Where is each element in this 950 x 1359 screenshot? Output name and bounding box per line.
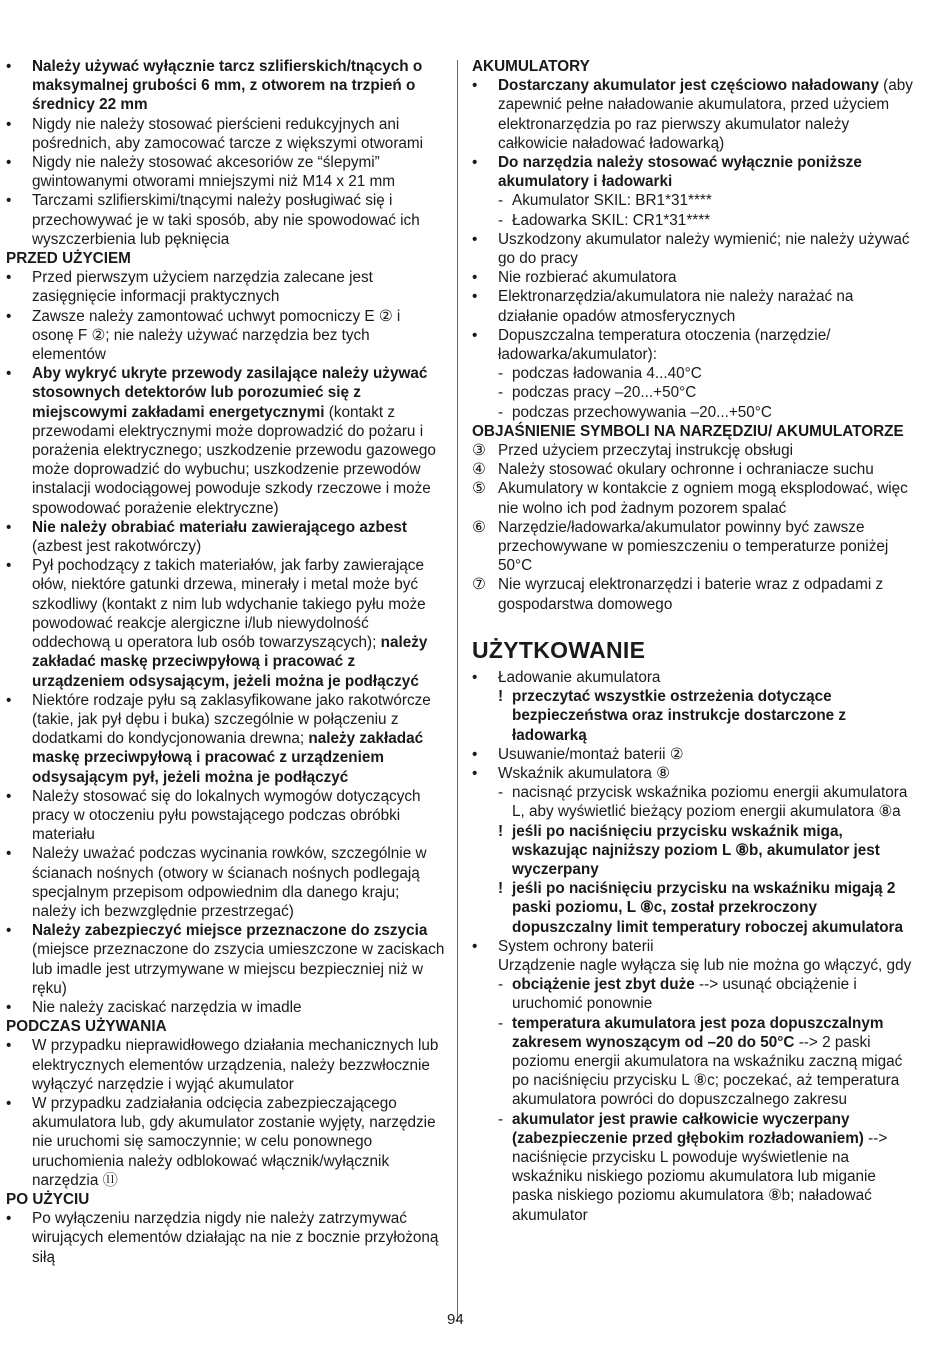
symbol-item xyxy=(472,441,914,460)
bullet-mark: • xyxy=(6,922,12,940)
warning-mark: ! xyxy=(498,880,504,898)
body-text: Uszkodzony akumulator należy wymienić; nie należy używać go do pracy xyxy=(498,230,910,268)
bullet-item xyxy=(6,153,446,191)
bullet-mark: - xyxy=(498,211,504,229)
body-text: podczas przechowywania –20...+50°C xyxy=(512,403,772,421)
body-text: --> naciśnięcie przycisku L powoduje wyświetlenie na wskaźniku niskiego poziomu akumulatora lub miganie paska niskiego poziomu akumulatora ⑧b; naładować akumulator xyxy=(512,1129,888,1224)
section-heading: AKUMULATORY xyxy=(472,58,590,75)
body-text: Nigdy nie należy stosować akcesoriów ze “ślepymi” gwintowanymi otworami mniejszymi niż M14 x 21 mm xyxy=(32,154,395,191)
body-text: nacisnąć przycisk wskaźnika poziomu energii akumulatora L, aby wyświetlić bieżący poziom energii akumulatora ⑧a xyxy=(512,784,908,821)
bullet-mark: • xyxy=(6,557,12,575)
bold-text: obciążenie jest zbyt duże xyxy=(512,976,695,994)
symbol-number: ⑦ xyxy=(472,576,486,594)
bullet-mark: • xyxy=(472,288,478,306)
body-text: Akumulatory w kontakcie z ogniem mogą eksplodować, więc nie wolno ich pod żadnym pozorem spalać xyxy=(498,480,908,517)
sub-item xyxy=(472,191,914,210)
bullet-mark: • xyxy=(6,154,12,172)
bullet-mark: • xyxy=(6,307,12,325)
bullet-mark: • xyxy=(6,845,12,863)
bullet-mark: • xyxy=(6,518,12,536)
body-text: W przypadku zadziałania odcięcia zabezpieczającego akumulatora lub, gdy akumulator zostanie wyjęty, narzędzie nie uruchomi się samoczynnie; w celu ponownego uruchomienia należy odblokować włącznik/wyłącznik narzędzia ⑪ xyxy=(32,1094,436,1189)
bullet-mark: • xyxy=(472,326,478,344)
body-text: Należy stosować okulary ochronne i ochraniacze suchu xyxy=(498,461,874,479)
body-text: Nie rozbierać akumulatora xyxy=(498,269,677,287)
bullet-item xyxy=(6,1094,446,1190)
symbol-number: ⑥ xyxy=(472,518,486,536)
bullet-mark: • xyxy=(6,269,12,287)
bullet-item xyxy=(472,76,914,153)
body-text: System ochrony baterii xyxy=(498,937,654,955)
body-text: Pył pochodzący z takich materiałów, jak farby zawierające ołów, niektóre gatunki drzewa, minerały i metal może być szkodliwy (kontakt z nim lub wdychanie takiego pyłu może powodować reakcje alergiczne i/lub niewydolność oddechową u operatora lub osób towarzyszących); xyxy=(32,557,426,652)
sub-item xyxy=(472,783,914,821)
bullet-item xyxy=(472,668,914,687)
bullet-mark: - xyxy=(498,976,504,994)
bullet-item xyxy=(472,764,914,783)
bullet-mark: • xyxy=(472,230,478,248)
chapter-title: UŻYTKOWANIE xyxy=(472,636,646,663)
bullet-item xyxy=(472,937,914,956)
bold-text: należy zakładać maskę przeciwpyłową i pracować z urządzeniem odsysającym, jeżeli można je podłączyć xyxy=(32,634,428,690)
body-text: (miejsce przeznaczone do zszycia umieszczone w zaciskach lub imadle jest utrzymywane w miejscu bezpieczniej niż w ręku) xyxy=(32,941,445,997)
warning-item xyxy=(472,687,914,745)
bullet-item xyxy=(6,307,446,365)
body-text: Nie wyrzucaj elektronarzędzi i baterie wraz z odpadami z gospodarstwa domowego xyxy=(498,576,884,613)
section-heading: PO UŻYCIU xyxy=(6,1190,90,1208)
bold-text: akumulator jest prawie całkowicie wyczerpany (zabezpieczenie przed głębokim rozładowaniem) xyxy=(512,1110,864,1147)
body-text: --> 2 paski poziomu energii akumulatora na wskaźniku zaczną migać po naciśnięciu przycisku L ⑧c; poczekać, aż temperatura akumulatora powróci do dopuszczalnego zakresu xyxy=(512,1033,903,1109)
body-text: Urządzenie nagle wyłącza się lub nie można go włączyć, gdy xyxy=(498,956,912,974)
bold-text: jeśli po naciśnięciu przycisku wskaźnik miga, wskazując najniższy poziom L ⑧b, akumulator jest wyczerpany xyxy=(512,822,880,878)
bold-text: przeczytać wszystkie ostrzeżenia dotyczące bezpieczeństwa oraz instrukcje dostarczone z ładowarką xyxy=(512,688,847,744)
bullet-mark: - xyxy=(498,365,504,383)
bullet-mark: • xyxy=(6,115,12,133)
bullet-mark: • xyxy=(472,764,478,782)
paragraph xyxy=(472,956,914,975)
bullet-item xyxy=(6,57,446,115)
bullet-mark: • xyxy=(6,1094,12,1112)
body-text: Ładowanie akumulatora xyxy=(498,668,661,686)
bullet-item xyxy=(6,844,446,921)
body-text: Dopuszczalna temperatura otoczenia (narzędzie/ładowarka/akumulator): xyxy=(498,326,831,364)
body-text: podczas ładowania 4...40°C xyxy=(512,365,702,383)
bullet-item xyxy=(6,787,446,845)
body-text: Nie należy zaciskać narzędzia w imadle xyxy=(32,998,302,1016)
bullet-item xyxy=(472,153,914,191)
bullet-mark: • xyxy=(6,998,12,1016)
bullet-item xyxy=(6,364,446,518)
bullet-item xyxy=(472,230,914,268)
bullet-item xyxy=(6,191,446,249)
bullet-mark: • xyxy=(6,1210,12,1228)
bullet-item xyxy=(6,268,446,306)
bullet-mark: • xyxy=(6,192,12,210)
sub-item xyxy=(472,211,914,230)
body-text: (kontakt z przewodami elektrycznymi może doprowadzić do pożaru i porażenia elektrycznego; uszkodzenie przewodu gazowego może doprowadzić do wybuchu; uszkodzenie przewodów instalacji wodociągowej powoduje szkody rzeczowe i może spowodować porażenie elektryczne) xyxy=(32,403,436,517)
body-text: --> usunąć obciążenie i uruchomić ponownie xyxy=(512,976,857,1013)
body-text: Elektronarzędzia/akumulatora nie należy narażać na działanie opadów atmosferycznych xyxy=(498,288,854,325)
bullet-mark: • xyxy=(472,937,478,955)
bold-text: Do narzędzia należy stosować wyłącznie poniższe akumulatory i ładowarki xyxy=(498,154,862,191)
body-text: Ładowarka SKIL: CR1*31**** xyxy=(512,211,711,229)
bullet-mark: - xyxy=(498,1110,504,1128)
bold-text: Należy zabezpieczyć miejsce przeznaczone do zszycia xyxy=(32,922,428,940)
sub-item xyxy=(472,975,914,1013)
bullet-item xyxy=(6,556,446,690)
body-text: (azbest jest rakotwórczy) xyxy=(32,538,202,556)
bullet-item xyxy=(6,518,446,556)
body-text: Tarczami szlifierskimi/tnącymi należy posługiwać się i przechowywać je w taki sposób, aby nie spowodować ich wyszczerbienia lub pęknięcia xyxy=(32,192,420,248)
body-text: Nigdy nie należy stosować pierścieni redukcyjnych ani pośrednich, aby zamocować tarcze z większymi otworami xyxy=(32,115,424,152)
sub-item xyxy=(472,383,914,402)
bold-text: temperatura akumulatora jest poza dopuszczalnym zakresem wynoszącym od –20 do 50°C xyxy=(512,1014,884,1051)
bold-text: Nie należy obrabiać materiału zawierającego azbest xyxy=(32,518,407,536)
warning-item xyxy=(472,879,914,937)
bullet-item xyxy=(6,115,446,153)
body-text: podczas pracy –20...+50°C xyxy=(512,384,697,402)
sub-item xyxy=(472,403,914,422)
body-text: Przed użyciem przeczytaj instrukcję obsługi xyxy=(498,442,794,460)
bullet-item xyxy=(6,1036,446,1094)
bold-text: Dostarczany akumulator jest częściowo naładowany xyxy=(498,77,879,95)
body-text: (aby zapewnić pełne naładowanie akumulatora, przed użyciem elektronarzędzia po raz pierwszy akumulator należy całkowicie naładować ładowarką) xyxy=(498,77,913,152)
body-text: Akumulator SKIL: BR1*31**** xyxy=(512,192,712,210)
bullet-item xyxy=(472,268,914,287)
bullet-mark: • xyxy=(6,1037,12,1055)
section-heading: PODCZAS UŻYWANIA xyxy=(6,1018,167,1036)
sub-item xyxy=(472,364,914,383)
bullet-mark: - xyxy=(498,1014,504,1032)
bullet-mark: • xyxy=(472,745,478,763)
bullet-mark: • xyxy=(472,269,478,287)
bold-text: Aby wykryć ukryte przewody zasilające należy używać stosownych detektorów lub porozumieć się z miejscowymi zakładami energetycznymi xyxy=(32,365,428,421)
symbol-number: ③ xyxy=(472,442,486,460)
symbol-item xyxy=(472,518,914,576)
bullet-mark: • xyxy=(6,58,12,75)
bullet-item xyxy=(6,998,446,1017)
bullet-mark: - xyxy=(498,192,504,210)
body-text: Niektóre rodzaje pyłu są zaklasyfikowane jako rakotwórcze (takie, jak pył dębu i buka) szczególnie w połączeniu z dodatkami do kondycjonowania drewna; xyxy=(32,691,431,748)
bullet-mark: • xyxy=(472,154,478,172)
symbol-number: ④ xyxy=(472,461,486,479)
bullet-item xyxy=(6,691,446,787)
bullet-mark: • xyxy=(6,787,12,805)
column-divider xyxy=(457,60,458,1322)
body-text: Usuwanie/montaż baterii ② xyxy=(498,745,684,763)
bullet-item xyxy=(6,1209,446,1267)
right-column xyxy=(472,57,914,1225)
body-text: Należy stosować się do lokalnych wymogów dotyczących pracy w otoczeniu pyłu powstającego podczas obróbki materiału xyxy=(32,787,421,844)
symbol-item xyxy=(472,460,914,479)
bullet-mark: • xyxy=(472,668,478,686)
bullet-mark: - xyxy=(498,384,504,402)
body-text: Należy uważać podczas wycinania rowków, szczególnie w ścianach nośnych (otwory w ścianach nośnych podlegają specjalnym przepisom odpowiednim dla danego kraju; należy ich bezwzględnie przestrzegać) xyxy=(32,845,427,920)
body-text: Przed pierwszym użyciem narzędzia zalecane jest zasięgnięcie informacji praktycznych xyxy=(32,269,373,306)
bullet-item xyxy=(6,921,446,998)
body-text: Narzędzie/ładowarka/akumulator powinny być zawsze przechowywane w pomieszczeniu o temperaturze poniżej 50°C xyxy=(498,518,889,575)
warning-mark: ! xyxy=(498,688,504,706)
warning-item xyxy=(472,822,914,880)
bullet-mark: • xyxy=(472,77,478,95)
page-number: 94 xyxy=(447,1311,464,1328)
body-text: Zawsze należy zamontować uchwyt pomocniczy E ② i osonę F ②; nie należy używać narzędzia bez tych elementów xyxy=(32,307,401,364)
bullet-mark: • xyxy=(6,365,12,383)
left-column xyxy=(6,57,446,1267)
bold-text: należy zakładać maskę przeciwpyłową i pracować z urządzeniem odsysającym pył, jeżeli można je podłączyć xyxy=(32,730,424,786)
symbol-item xyxy=(472,575,914,613)
body-text: W przypadku nieprawidłowego działania mechanicznych lub elektrycznych elementów urządzenia, należy bezzwłocznie wyłączyć narzędzie i wyjąć akumulator xyxy=(32,1037,439,1093)
bullet-mark: • xyxy=(6,691,12,709)
body-text: Po wyłączeniu narzędzia nigdy nie należy zatrzymywać wirujących elementów działając na nie z bocznie przyłożoną siłą xyxy=(32,1210,439,1266)
section-heading: PRZED UŻYCIEM xyxy=(6,250,131,268)
bullet-item xyxy=(472,326,914,364)
bullet-mark: - xyxy=(498,784,504,802)
sub-item xyxy=(472,1014,914,1110)
bullet-item xyxy=(472,287,914,325)
body-text: Wskaźnik akumulatora ⑧ xyxy=(498,764,670,782)
section-heading: OBJAŚNIENIE SYMBOLI NA NARZĘDZIU/ AKUMULATORZE xyxy=(472,422,904,440)
warning-mark: ! xyxy=(498,822,504,840)
symbol-item xyxy=(472,479,914,517)
sub-item xyxy=(472,1110,914,1225)
bullet-item xyxy=(472,745,914,764)
bold-text: Należy używać wyłącznie tarcz szlifierskich/tnących o maksymalnej grubości 6 mm, z otworem na trzpień o średnicy 22 mm xyxy=(32,58,423,114)
symbol-number: ⑤ xyxy=(472,480,486,498)
bullet-mark: - xyxy=(498,403,504,421)
bold-text: jeśli po naciśnięciu przycisku na wskaźniku migają 2 paski poziomu, L ⑧c, został przekroczony dopuszczalny limit temperatury roboczej akumulatora xyxy=(512,880,904,936)
